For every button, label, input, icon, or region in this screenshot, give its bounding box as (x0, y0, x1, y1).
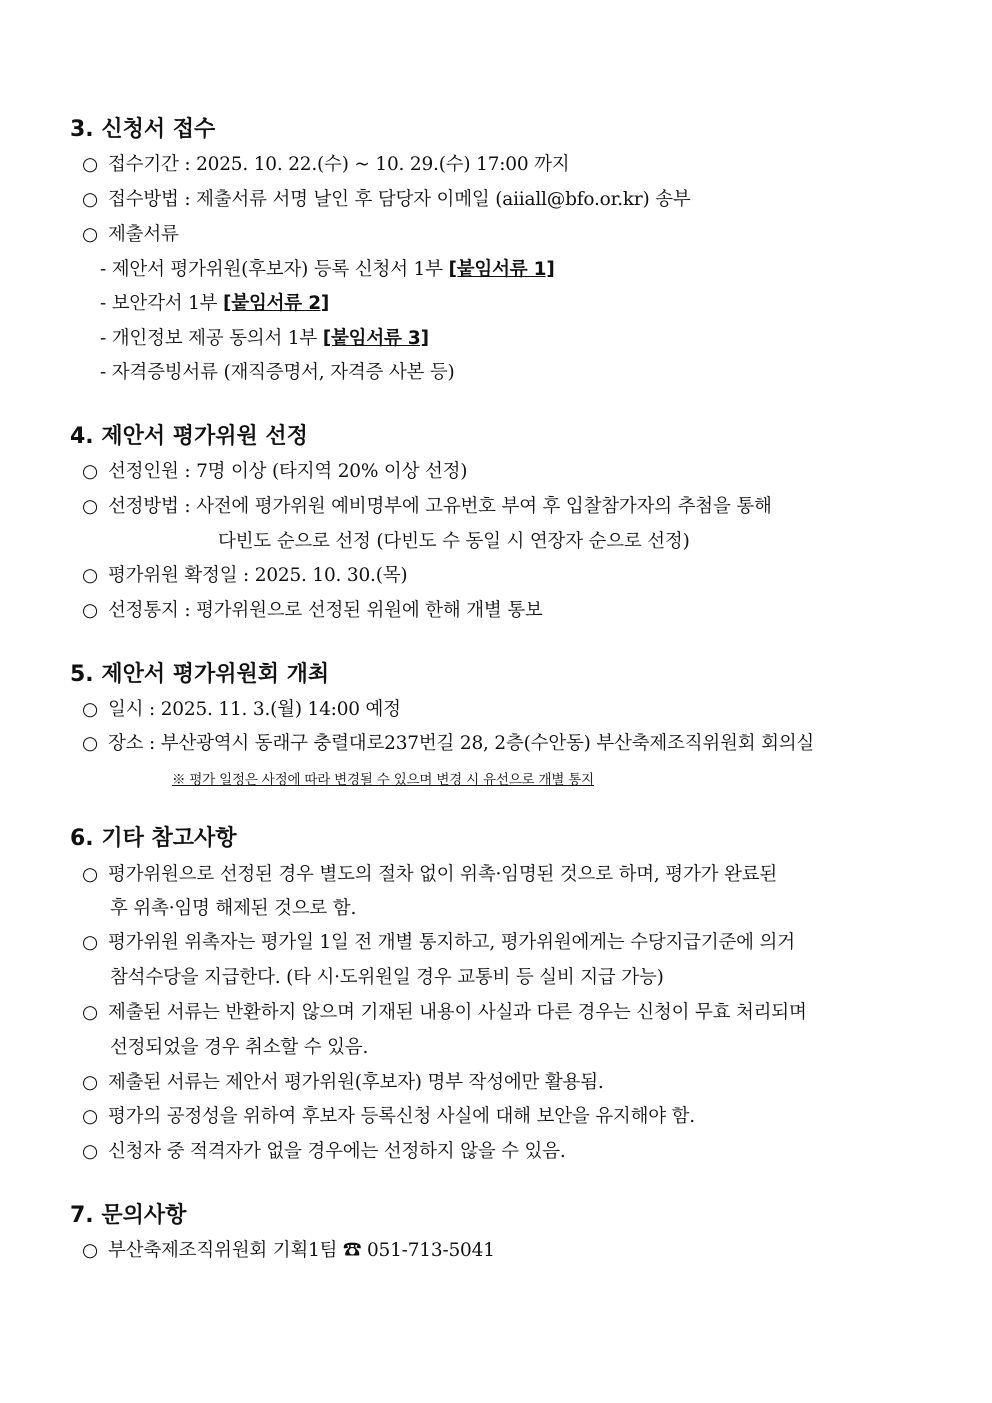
attachment-2-label: [붙임서류 2] (223, 293, 330, 314)
section-3-title: 3. 신청서 접수 (70, 117, 216, 142)
document-item (100, 291, 329, 317)
circle-bullet-icon: ○ (82, 154, 98, 175)
circle-bullet-icon: ○ (82, 1072, 98, 1093)
circle-bullet-icon: ○ (82, 600, 98, 621)
section-5-title: 5. 제안서 평가위원회 개최 (70, 662, 330, 687)
reference-item-continued: 참석수당을 지급한다. (타 시·도위원일 경우 교통비 등 실비 지급 가능) (110, 967, 664, 988)
schedule-change-notice: ※ 평가 일정은 사정에 따라 변경될 수 있으며 변경 시 유선으로 개별 통지 (172, 772, 594, 788)
reference-item-text: 신청자 중 적격자가 없을 경우에는 선정하지 않을 수 있음. (108, 1141, 566, 1162)
circle-bullet-icon: ○ (82, 733, 98, 754)
application-method (82, 187, 691, 213)
selection-method-text: 선정방법 : 사전에 평가위원 예비명부에 고유번호 부여 후 입찰참가자의 추첨을 통해 (108, 496, 772, 517)
document-item-text: - 제안서 평가위원(후보자) 등록 신청서 1부 (100, 259, 449, 280)
circle-bullet-icon: ○ (82, 565, 98, 586)
contact-info (82, 1238, 495, 1264)
circle-bullet-icon: ○ (82, 864, 98, 885)
reference-item (82, 1070, 604, 1096)
circle-bullet-icon: ○ (82, 1141, 98, 1162)
reference-item-text: 평가위원 위촉자는 평가일 1일 전 개별 통지하고, 평가위원에게는 수당지급기준에 의거 (108, 932, 795, 953)
circle-bullet-icon: ○ (82, 496, 98, 517)
reference-item-text: 평가의 공정성을 위하여 후보자 등록신청 사실에 대해 보안을 유지해야 함. (108, 1106, 695, 1127)
document-item (100, 257, 555, 283)
meeting-datetime (82, 697, 401, 723)
circle-bullet-icon: ○ (82, 461, 98, 482)
section-7-title: 7. 문의사항 (70, 1203, 187, 1228)
selection-notice-text: 선정통지 : 평가위원으로 선정된 위원에 한해 개별 통보 (108, 600, 543, 621)
reference-item (82, 1139, 566, 1165)
circle-bullet-icon: ○ (82, 932, 98, 953)
section-6-title: 6. 기타 참고사항 (70, 826, 237, 851)
reference-item (82, 1000, 807, 1026)
application-method-text: 접수방법 : 제출서류 서명 날인 후 담당자 이메일 (aiiall@bfo.or.kr) 송부 (108, 189, 691, 210)
meeting-place-text: 장소 : 부산광역시 동래구 충렬대로237번길 28, 2층(수안동) 부산축제조직위원회 회의실 (108, 733, 815, 754)
reference-item-text: 제출된 서류는 반환하지 않으며 기재된 내용이 사실과 다른 경우는 신청이 무효 처리되며 (108, 1002, 807, 1023)
confirmation-date (82, 563, 407, 589)
meeting-place (82, 731, 814, 757)
reference-item (82, 930, 795, 956)
document-item-text: - 개인정보 제공 동의서 1부 (100, 328, 323, 349)
reference-item-continued: 후 위촉·임명 해제된 것으로 함. (110, 898, 357, 919)
contact-info-text: 부산축제조직위원회 기획1팀 ☎ 051-713-5041 (108, 1240, 495, 1261)
document-item-text: - 보안각서 1부 (100, 293, 224, 314)
reference-item (82, 1104, 695, 1130)
reference-item-text: 평가위원으로 선정된 경우 별도의 절차 없이 위촉·임명된 것으로 하며, 평가가 완료된 (108, 864, 777, 885)
attachment-1-label: [붙임서류 1] (448, 259, 555, 280)
selection-notice (82, 598, 543, 624)
selection-count-text: 선정인원 : 7명 이상 (타지역 20% 이상 선정) (108, 461, 468, 482)
application-period (82, 152, 569, 178)
submission-documents-heading: 제출서류 (108, 224, 179, 245)
confirmation-date-text: 평가위원 확정일 : 2025. 10. 30.(목) (108, 565, 408, 586)
submission-documents (82, 222, 179, 248)
circle-bullet-icon: ○ (82, 189, 98, 210)
reference-item (82, 862, 777, 888)
selection-method (82, 494, 772, 520)
document-item-text: - 자격증빙서류 (재직증명서, 자격증 사본 등) (100, 362, 455, 383)
circle-bullet-icon: ○ (82, 1002, 98, 1023)
document-item (100, 360, 455, 386)
selection-method-continued: 다빈도 순으로 선정 (다빈도 수 동일 시 연장자 순으로 선정) (218, 531, 690, 552)
reference-item-continued: 선정되었을 경우 취소할 수 있음. (110, 1037, 369, 1058)
circle-bullet-icon: ○ (82, 1240, 98, 1261)
circle-bullet-icon: ○ (82, 1106, 98, 1127)
reference-item-text: 제출된 서류는 제안서 평가위원(후보자) 명부 작성에만 활용됨. (108, 1072, 604, 1093)
circle-bullet-icon: ○ (82, 224, 98, 245)
selection-count (82, 459, 467, 485)
application-period-text: 접수기간 : 2025. 10. 22.(수) ~ 10. 29.(수) 17:00 까지 (108, 154, 570, 175)
meeting-datetime-text: 일시 : 2025. 11. 3.(월) 14:00 예정 (108, 699, 401, 720)
section-4-title: 4. 제안서 평가위원 선정 (70, 424, 308, 449)
attachment-3-label: [붙임서류 3] (322, 328, 429, 349)
document-item (100, 326, 429, 352)
circle-bullet-icon: ○ (82, 699, 98, 720)
